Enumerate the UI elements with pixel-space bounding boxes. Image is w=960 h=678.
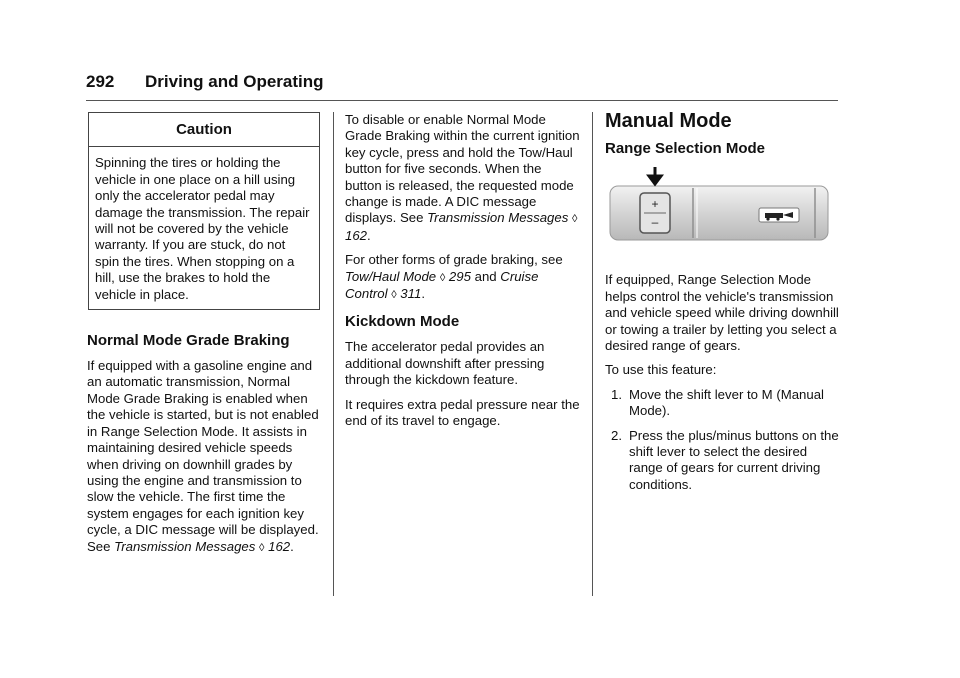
step-1 <box>605 387 841 420</box>
shift-lever-illustration <box>607 166 831 254</box>
joiner-text: and <box>474 268 497 284</box>
normal-mode-heading: Normal Mode Grade Braking <box>87 332 290 350</box>
caution-title: Caution <box>176 121 232 138</box>
step-number: 2. <box>611 427 622 443</box>
wheel-icon <box>766 217 769 220</box>
down-arrow-icon <box>649 167 661 184</box>
range-selection-heading: Range Selection Mode <box>605 140 766 157</box>
plus-icon: + <box>651 197 659 211</box>
transmission-messages-link[interactable]: Transmission Messages <box>114 538 256 554</box>
column-right <box>605 112 841 501</box>
caution-text: Spinning the tires or holding the vehicle in one place on a hill using only the accelerator pedal may damage the transmission. The repair will not be covered by the vehicle warranty. If you are stuck, do not spin the tires. When stopping on a hill, use the brakes to hold the vehicle in place. <box>95 155 310 302</box>
disable-paragraph <box>345 112 580 244</box>
transmission-messages-link[interactable]: Transmission Messages <box>427 210 569 226</box>
page-header <box>86 70 838 101</box>
step-text: Press the plus/minus buttons on the shift lever to select the desired range of gears for current driving conditions. <box>629 427 839 492</box>
page-ref-number[interactable]: 162 <box>345 227 368 243</box>
page-ref-icon: ◊ <box>259 541 265 554</box>
other-forms-paragraph <box>345 252 580 303</box>
tow-haul-mode-link[interactable]: Tow/Haul Mode <box>345 268 437 284</box>
column-divider <box>333 112 334 596</box>
normal-mode-text: If equipped with a gasoline engine and an automatic transmission, Normal Mode Grade Braking is enabled when the vehicle is started, but is not enabled in Range Selection Mode. It assists in maintaining desired vehicle speeds when driving on downhill grades by using the engine and transmission to slow the vehicle. The first time the system engages for each ignition key cycle, a DIC message will be displayed. See <box>87 358 319 554</box>
normal-mode-paragraph <box>87 358 323 556</box>
range-selection-intro: If equipped, Range Selection Mode helps control the vehicle's transmission and vehicle speed while driving downhill or towing a trailer by letting you select a desired range of gears. <box>605 272 839 354</box>
cruise-control-link[interactable]: Cruise Control <box>345 268 539 302</box>
page-ref-number[interactable]: 295 <box>448 268 471 284</box>
ref-period: . <box>421 286 425 302</box>
kickdown-paragraph-2: It requires extra pedal pressure near the end of its travel to engage. <box>345 396 580 429</box>
manual-mode-heading: Manual Mode <box>605 110 732 132</box>
kickdown-heading: Kickdown Mode <box>345 313 460 331</box>
use-feature-text: To use this feature: <box>605 362 717 378</box>
kickdown-paragraph-1: The accelerator pedal provides an additional downshift after pressing through the kickdown feature. <box>345 339 545 388</box>
column-middle <box>345 112 580 438</box>
step-2 <box>605 428 841 494</box>
column-divider <box>592 112 593 596</box>
page-ref-icon: ◊ <box>571 213 578 226</box>
page-ref-number[interactable]: 162 <box>268 538 291 554</box>
page-number: 292 <box>86 72 115 91</box>
steps-list <box>605 387 841 493</box>
wheel-icon <box>776 217 779 220</box>
page-ref-number[interactable]: 311 <box>400 286 422 302</box>
caution-box <box>88 112 320 310</box>
ref-period: . <box>367 227 371 243</box>
ref-period: . <box>290 538 294 554</box>
minus-icon: – <box>651 215 659 229</box>
page-ref-icon: ◊ <box>439 271 446 284</box>
page-ref-icon: ◊ <box>391 289 397 302</box>
step-number: 1. <box>611 386 622 402</box>
other-forms-text: For other forms of grade braking, see <box>345 252 563 268</box>
disable-text: To disable or enable Normal Mode Grade Braking within the current ignition key cycle, press and hold the Tow/Haul button for five seconds. When the button is released, the requested mode change is made. A DIC message displays. See <box>345 112 580 226</box>
column-left <box>87 112 323 564</box>
section-title: Driving and Operating <box>145 72 324 91</box>
step-text: Move the shift lever to M (Manual Mode). <box>629 386 824 419</box>
